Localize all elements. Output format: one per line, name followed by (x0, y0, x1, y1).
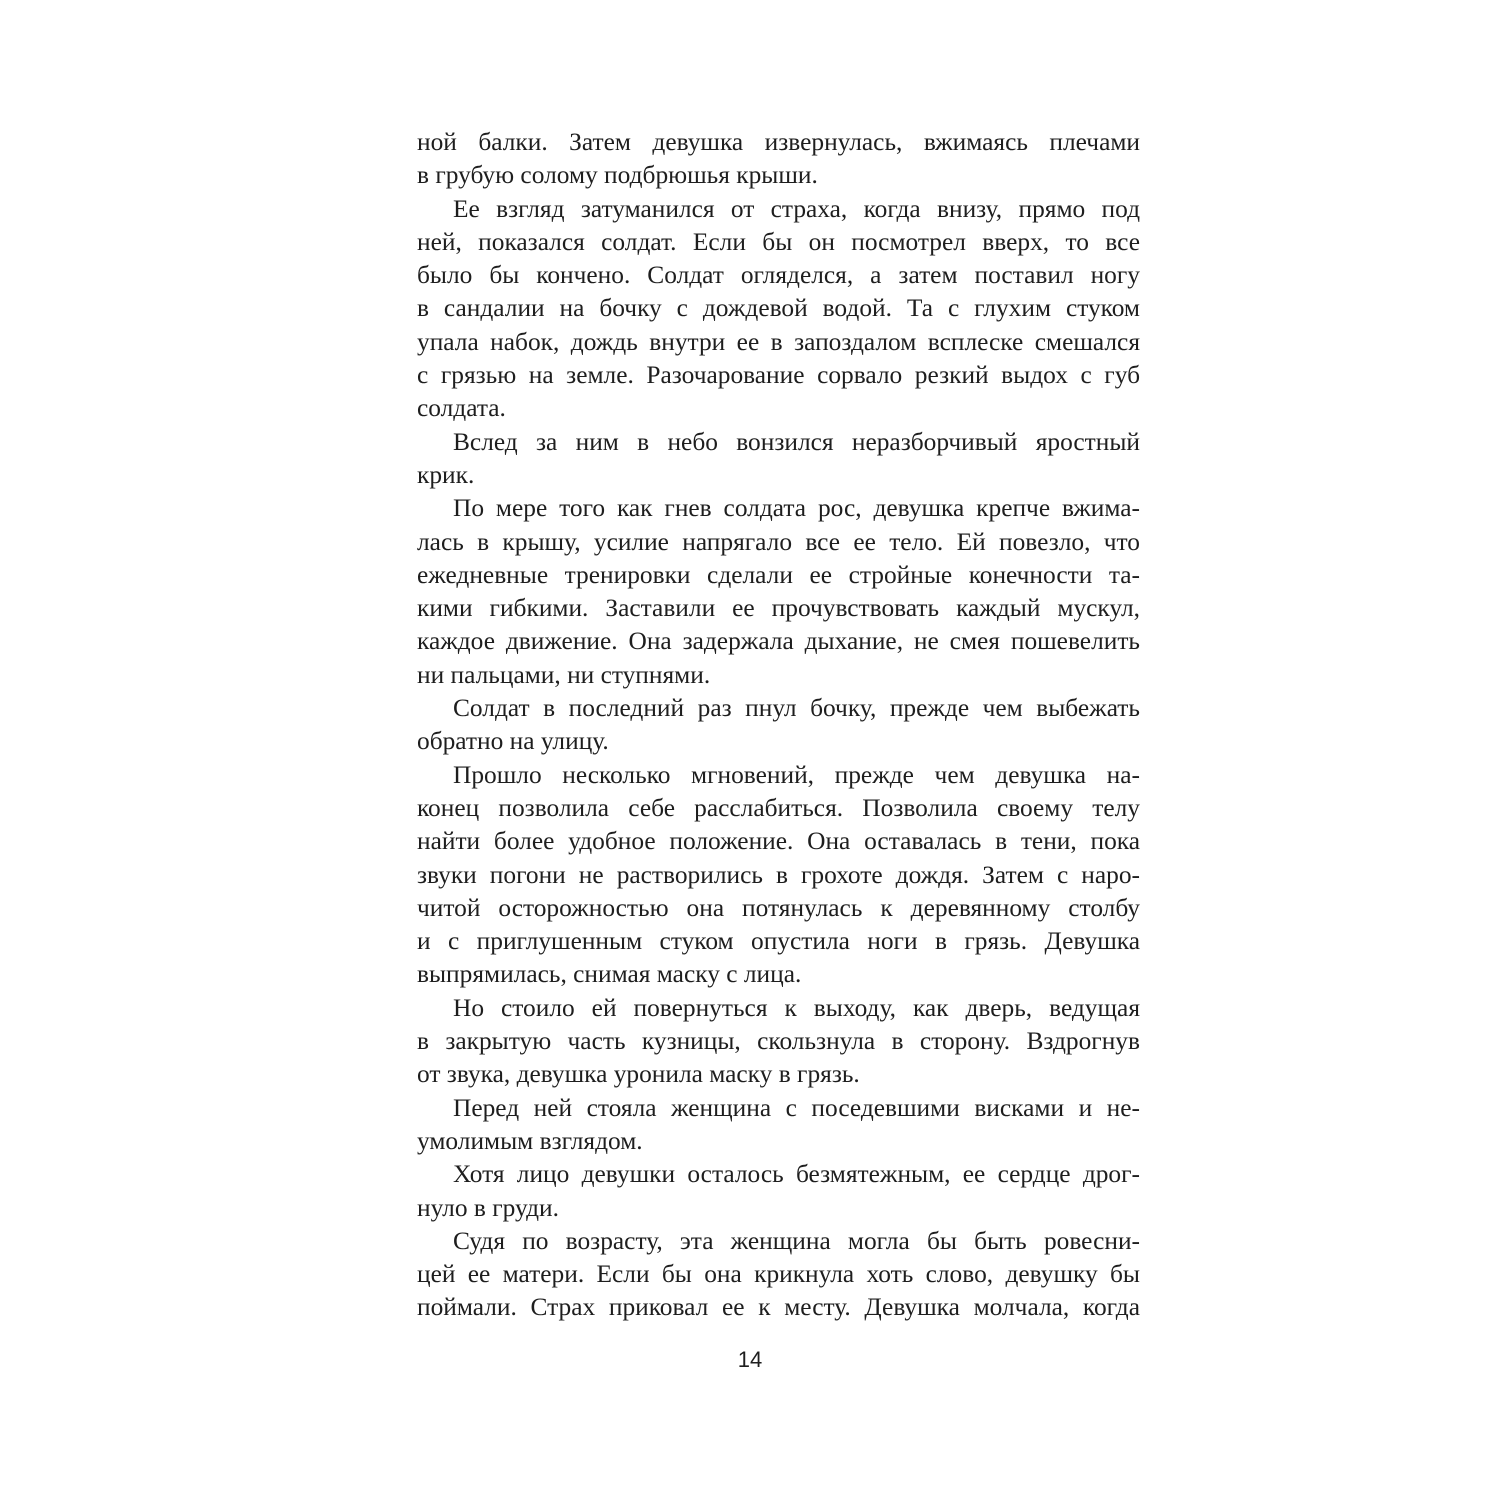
text-line: Солдат в последний раз пнул бочку, прежде чем выбежать (453, 694, 1140, 723)
text-line: ной балки. Затем девушка извернулась, вжимаясь плечами (417, 128, 1140, 156)
text-line: поймали. Страх приковал ее к месту. Девушка молчала, когда (417, 1293, 1140, 1322)
text-line: читой осторожностью она потянулась к деревянному столбу (417, 893, 1140, 922)
text-line: ежедневные тренировки сделали ее стройные конечности та- (417, 560, 1140, 589)
page-number: 14 (737, 1347, 763, 1372)
text-line: крик. (417, 460, 475, 489)
text-line: найти более удобное положение. Она оставалась в тени, пока (417, 827, 1140, 856)
text-line: было бы кончено. Солдат огляделся, а затем поставил ногу (417, 261, 1140, 290)
text-line: Вслед за ним в небо вонзился неразборчивый яростный (453, 427, 1140, 456)
text-line: лась в крышу, усилие напрягало все ее тело. Ей повезло, что (417, 527, 1140, 556)
text-line: цей ее матери. Если бы она крикнула хоть слово, девушку бы (417, 1260, 1140, 1289)
text-line: в закрытую часть кузницы, скользнула в сторону. Вздрогнув (417, 1027, 1140, 1056)
text-line: обратно на улицу. (417, 727, 609, 756)
body-text (417, 126, 1140, 1325)
text-line: Хотя лицо девушки осталось безмятежным, ее сердце дрог- (453, 1160, 1140, 1189)
text-line: кими гибкими. Заставили ее прочувствовать каждый мускул, (417, 594, 1140, 623)
text-line: каждое движение. Она задержала дыхание, не смея пошевелить (417, 627, 1140, 656)
text-line: звуки погони не растворились в грохоте дождя. Затем с наро- (417, 860, 1140, 889)
text-line: нуло в груди. (417, 1193, 559, 1222)
text-line: Судя по возрасту, эта женщина могла бы быть ровесни- (453, 1226, 1140, 1255)
text-line: ни пальцами, ни ступнями. (417, 660, 711, 689)
text-line: Перед ней стояла женщина с поседевшими висками и не- (453, 1093, 1140, 1122)
text-line: Прошло несколько мгновений, прежде чем девушка на- (453, 760, 1140, 789)
text-line: в грубую солому подбрюшья крыши. (417, 161, 818, 190)
text-line: ней, показался солдат. Если бы он посмотрел вверх, то все (417, 227, 1140, 256)
text-line: солдата. (417, 394, 506, 423)
text-line: конец позволила себе расслабиться. Позволила своему телу (417, 793, 1140, 822)
text-line: Но стоило ей повернуться к выходу, как дверь, ведущая (453, 993, 1140, 1022)
text-line: и с приглушенным стуком опустила ноги в грязь. Девушка (417, 927, 1140, 956)
text-line: в сандалии на бочку с дождевой водой. Та с глухим стуком (417, 294, 1140, 323)
text-line: Ее взгляд затуманился от страха, когда внизу, прямо под (453, 194, 1140, 223)
text-line: от звука, девушка уронила маску в грязь. (417, 1060, 860, 1089)
text-line: с грязью на земле. Разочарование сорвало резкий выдох с губ (417, 361, 1140, 390)
text-line: умолимым взглядом. (417, 1126, 643, 1155)
text-line: упала набок, дождь внутри ее в запоздалом всплеске смешался (417, 327, 1140, 356)
text-line: выпрямилась, снимая маску с лица. (417, 960, 802, 989)
text-line: По мере того как гнев солдата рос, девушка крепче вжима- (453, 494, 1140, 523)
